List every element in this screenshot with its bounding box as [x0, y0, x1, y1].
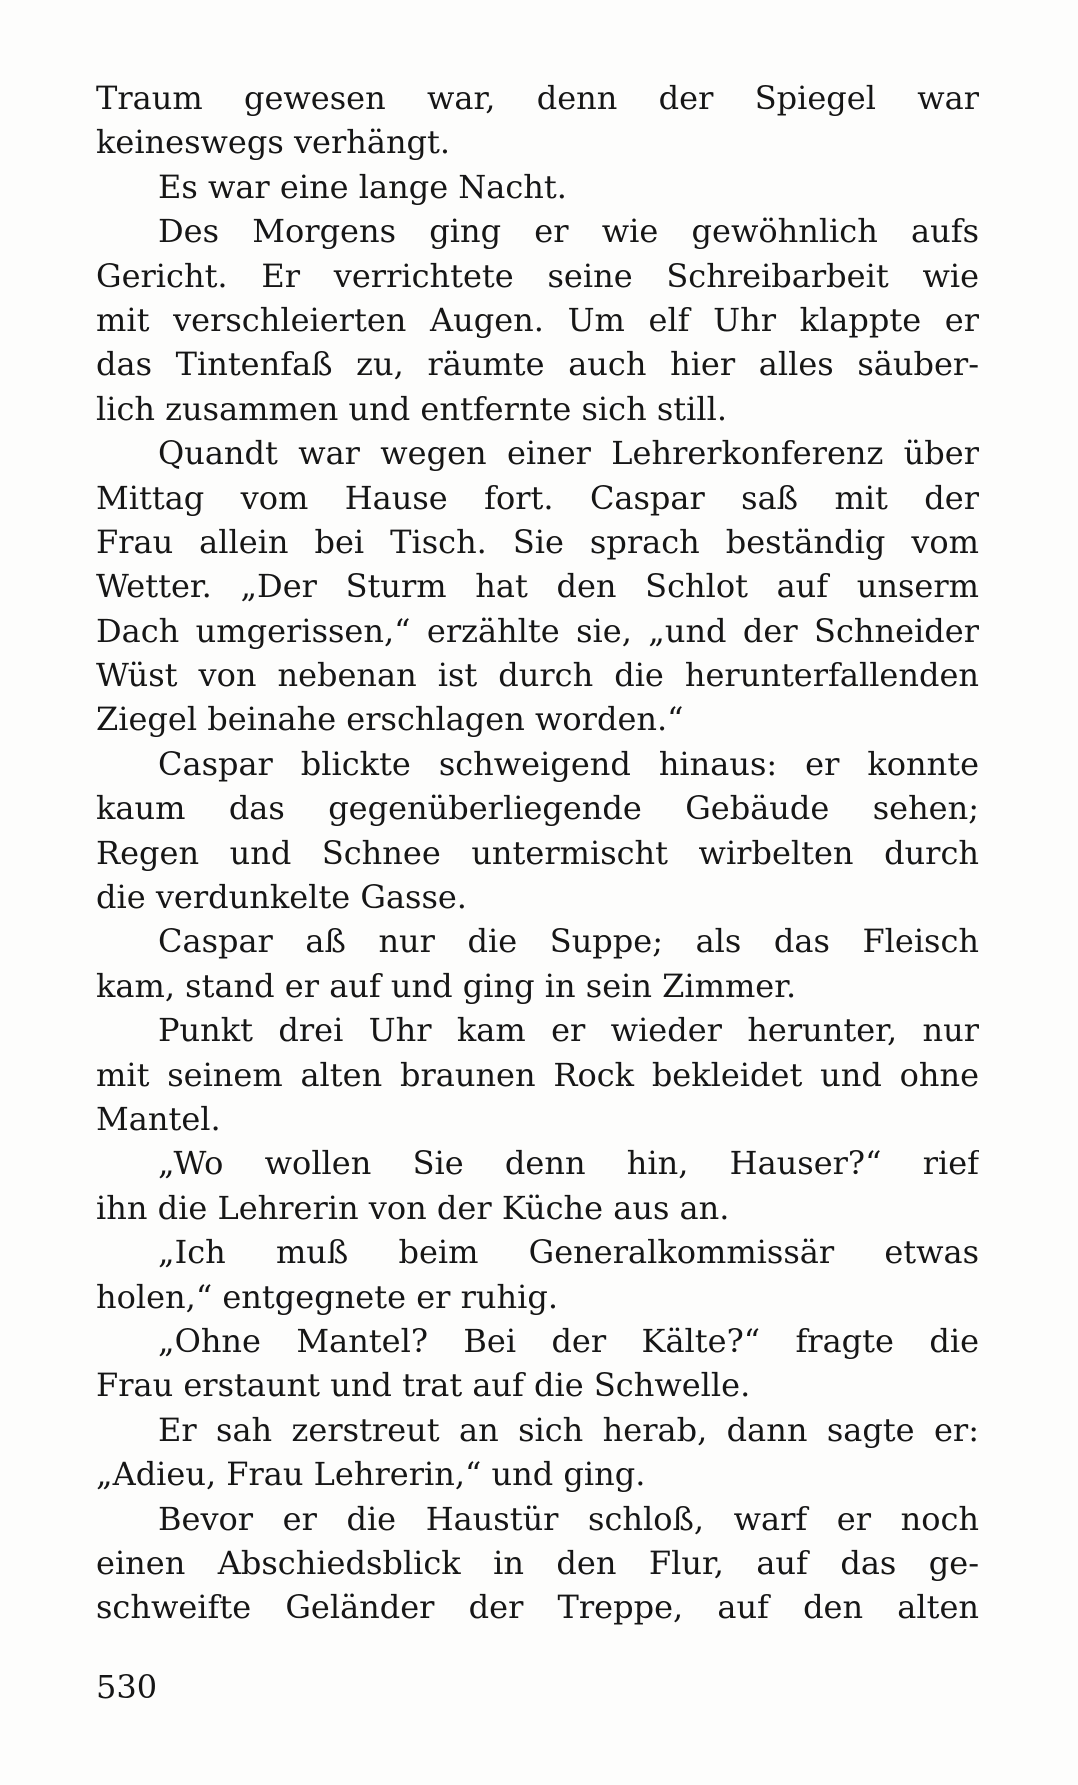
text-line: Wüst von nebenan ist durch die herunterfallenden	[96, 656, 979, 695]
text-line: Quandt war wegen einer Lehrerkonferenz über	[158, 434, 979, 473]
text-line: kam, stand er auf und ging in sein Zimmer.	[96, 966, 797, 1005]
text-line: Des Morgens ging er wie gewöhnlich aufs	[158, 212, 979, 251]
text-line: Bevor er die Haustür schloß, warf er noch	[158, 1499, 979, 1538]
text-line: einen Abschiedsblick in den Flur, auf das ge-	[96, 1543, 979, 1582]
text-line: die verdunkelte Gasse.	[96, 878, 467, 917]
text-line: mit seinem alten braunen Rock bekleidet und ohne	[96, 1055, 979, 1094]
text-line: „Ich muß beim Generalkommissär etwas	[158, 1233, 979, 1272]
text-line: kaum das gegenüberliegende Gebäude sehen;	[96, 789, 979, 828]
text-line: Caspar blickte schweigend hinaus: er konnte	[158, 744, 979, 783]
page-number: 530	[96, 1668, 158, 1706]
text-line: Wetter. „Der Sturm hat den Schlot auf unserm	[96, 567, 979, 606]
text-line: das Tintenfaß zu, räumte auch hier alles säuber-	[96, 345, 979, 384]
text-line: keineswegs verhängt.	[96, 123, 451, 162]
text-line: ihn die Lehrerin von der Küche aus an.	[96, 1188, 730, 1227]
text-line: Dach umgerissen,“ erzählte sie, „und der Schneider	[96, 611, 979, 650]
text-line: schweifte Geländer der Treppe, auf den alten	[96, 1588, 979, 1627]
text-line: Punkt drei Uhr kam er wieder herunter, nur	[158, 1011, 979, 1050]
text-line: holen,“ entgegnete er ruhig.	[96, 1277, 558, 1316]
text-line: Regen und Schnee untermischt wirbelten durch	[96, 833, 979, 872]
text-line: „Wo wollen Sie denn hin, Hauser?“ rief	[158, 1144, 979, 1183]
text-line: Mantel.	[96, 1099, 221, 1138]
text-line: „Adieu, Frau Lehrerin,“ und ging.	[96, 1455, 646, 1494]
text-line: Gericht. Er verrichtete seine Schreibarbeit wie	[96, 256, 979, 295]
text-line: Traum gewesen war, denn der Spiegel war	[96, 79, 979, 117]
text-line: Frau allein bei Tisch. Sie sprach beständig vom	[96, 522, 979, 561]
text-line: Es war eine lange Nacht.	[158, 167, 567, 206]
text-line: Mittag vom Hause fort. Caspar saß mit der	[96, 478, 979, 517]
text-line: Er sah zerstreut an sich herab, dann sagte er:	[158, 1410, 979, 1449]
text-line: Frau erstaunt und trat auf die Schwelle.	[96, 1366, 751, 1405]
text-line: „Ohne Mantel? Bei der Kälte?“ fragte die	[158, 1321, 979, 1360]
text-line: Ziegel beinahe erschlagen worden.“	[96, 700, 684, 739]
text-line: mit verschleierten Augen. Um elf Uhr klappte er	[96, 300, 979, 339]
body-text	[96, 76, 979, 1630]
text-line: lich zusammen und entfernte sich still.	[96, 389, 727, 428]
text-line: Caspar aß nur die Suppe; als das Fleisch	[158, 922, 979, 961]
